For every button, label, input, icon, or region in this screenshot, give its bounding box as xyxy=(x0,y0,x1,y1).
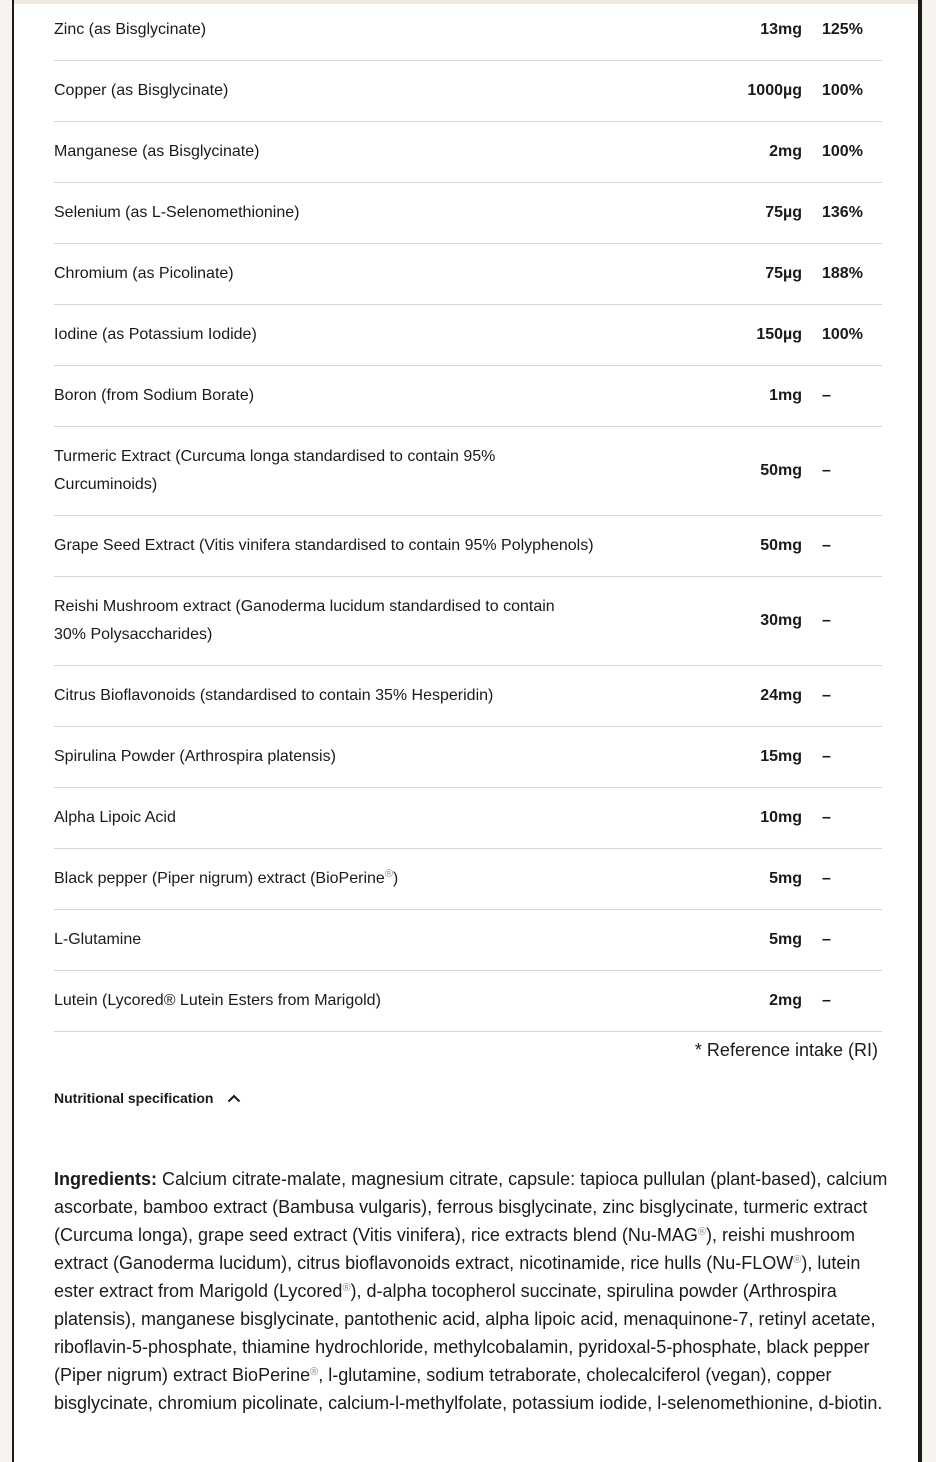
registered-mark: ® xyxy=(697,1226,707,1238)
row-amount: 1000µg xyxy=(747,82,802,99)
row-name: Lutein (Lycored® Lutein Esters from Marigold) xyxy=(54,992,381,1009)
ingredients-label: Ingredients: xyxy=(54,1169,158,1189)
registered-mark: ® xyxy=(342,1282,351,1294)
row-amount: 50mg xyxy=(760,537,802,554)
row-name: Chromium (as Picolinate) xyxy=(54,265,234,282)
chevron-up-icon xyxy=(227,1091,241,1105)
row-name: L-Glutamine xyxy=(54,931,142,948)
row-name: Spirulina Powder (Arthrospira platensis) xyxy=(54,748,336,765)
row-ri: 188% xyxy=(822,265,863,282)
row-amount: 2mg xyxy=(769,143,802,160)
row-name: Alpha Lipoic Acid xyxy=(54,809,176,826)
row-amount: 30mg xyxy=(760,612,802,629)
row-name: Copper (as Bisglycinate) xyxy=(54,82,229,99)
table-row xyxy=(54,666,882,727)
table-row xyxy=(54,910,882,971)
table-row xyxy=(54,61,882,122)
row-ri: – xyxy=(822,612,831,629)
row-ri: 136% xyxy=(822,204,863,221)
table-row xyxy=(54,122,882,183)
row-name: Zinc (as Bisglycinate) xyxy=(54,21,207,38)
row-amount: 75µg xyxy=(765,204,802,221)
row-amount: 5mg xyxy=(769,931,802,948)
ingredients-text xyxy=(54,1165,890,1417)
row-ri: – xyxy=(822,687,831,704)
table-row xyxy=(54,577,882,666)
row-amount: 50mg xyxy=(760,462,802,479)
nutrition-panel xyxy=(12,0,922,1462)
row-ri: – xyxy=(822,870,831,887)
row-amount: 2mg xyxy=(769,992,802,1009)
row-amount: 15mg xyxy=(760,748,802,765)
row-name-text: Black pepper (Piper nigrum) extract (BioPerine xyxy=(54,870,385,887)
row-ri: 100% xyxy=(822,326,863,343)
row-amount: 24mg xyxy=(760,687,802,704)
row-ri: – xyxy=(822,809,831,826)
table-row xyxy=(54,971,882,1032)
row-name: Grape Seed Extract (Vitis vinifera standardised to contain 95% Polyphenols) xyxy=(54,537,594,554)
ingredients-part: , l-glutamine, sodium tetraborate, cholecalciferol (vegan), copper bisglycinate, chromium picolinate, calcium-l-methylfolate, potassium iodide, l-selenomethionine, d-biotin. xyxy=(54,1365,883,1413)
table-row xyxy=(54,366,882,427)
table-row xyxy=(54,0,882,61)
row-ri: – xyxy=(822,387,831,404)
reference-intake-note: * Reference intake (RI) xyxy=(694,1040,878,1060)
row-name xyxy=(54,865,682,893)
row-amount: 13mg xyxy=(760,21,802,38)
ingredients-part: ), reishi mushroom extract (Ganoderma lucidum), citrus bioflavonoids extract, nicotinamide, rice hulls (Nu-FLOW xyxy=(54,1225,856,1273)
row-ri: – xyxy=(822,748,831,765)
row-name: Turmeric Extract (Curcuma longa standardised to contain 95% Curcuminoids) xyxy=(54,448,496,493)
row-ri: 125% xyxy=(822,21,863,38)
table-row xyxy=(54,183,882,244)
row-amount: 10mg xyxy=(760,809,802,826)
ingredients-part: ), lutein ester extract from Marigold (Lycored xyxy=(54,1253,861,1301)
row-ri: 100% xyxy=(822,143,863,160)
row-amount: 75µg xyxy=(765,265,802,282)
registered-mark: ® xyxy=(384,868,393,880)
ingredients-part: ), d-alpha tocopherol succinate, spirulina powder (Arthrospira platensis), manganese bisglycinate, pantothenic acid, alpha lipoic acid, menaquinone-7, retinyl acetate, riboflavin-5-phosphate, thiamine hydrochloride, methylcobalamin, pyridoxal-5-phosphate, black pepper (Piper nigrum) extract BioPerine xyxy=(54,1281,876,1385)
row-amount: 150µg xyxy=(756,326,802,343)
row-name: Manganese (as Bisglycinate) xyxy=(54,143,260,160)
table-row xyxy=(54,516,882,577)
table-row xyxy=(54,788,882,849)
nutrition-table xyxy=(54,0,882,1032)
table-row xyxy=(54,244,882,305)
table-row xyxy=(54,427,882,516)
registered-mark: ® xyxy=(793,1254,802,1266)
row-ri: – xyxy=(822,462,831,479)
nutritional-specification-label: Nutritional specification xyxy=(54,1090,214,1106)
row-ri: – xyxy=(822,931,831,948)
row-amount: 5mg xyxy=(769,870,802,887)
table-row xyxy=(54,727,882,788)
row-ri: – xyxy=(822,992,831,1009)
table-row xyxy=(54,849,882,910)
registered-mark: ® xyxy=(310,1366,319,1378)
nutritional-specification-toggle[interactable] xyxy=(54,1090,241,1106)
table-row xyxy=(54,305,882,366)
row-name-text-after: ) xyxy=(392,870,399,887)
row-ri: 100% xyxy=(822,82,863,99)
row-name: Citrus Bioflavonoids (standardised to contain 35% Hesperidin) xyxy=(54,687,494,704)
row-name: Selenium (as L-Selenomethionine) xyxy=(54,204,300,221)
row-name: Boron (from Sodium Borate) xyxy=(54,387,255,404)
row-name: Iodine (as Potassium Iodide) xyxy=(54,326,257,343)
row-ri: – xyxy=(822,537,831,554)
row-amount: 1mg xyxy=(769,387,802,404)
row-name: Reishi Mushroom extract (Ganoderma lucidum standardised to contain 30% Polysaccharides) xyxy=(54,598,555,643)
ingredients-part: Calcium citrate-malate, magnesium citrate, capsule: tapioca pullulan (plant-based), calcium ascorbate, bamboo extract (Bambusa vulgaris), ferrous bisglycinate, zinc bisglycinate, turmeric extract (Curcuma longa), grape seed extract (Vitis vinifera), rice extracts blend (Nu-MAG xyxy=(54,1169,888,1245)
